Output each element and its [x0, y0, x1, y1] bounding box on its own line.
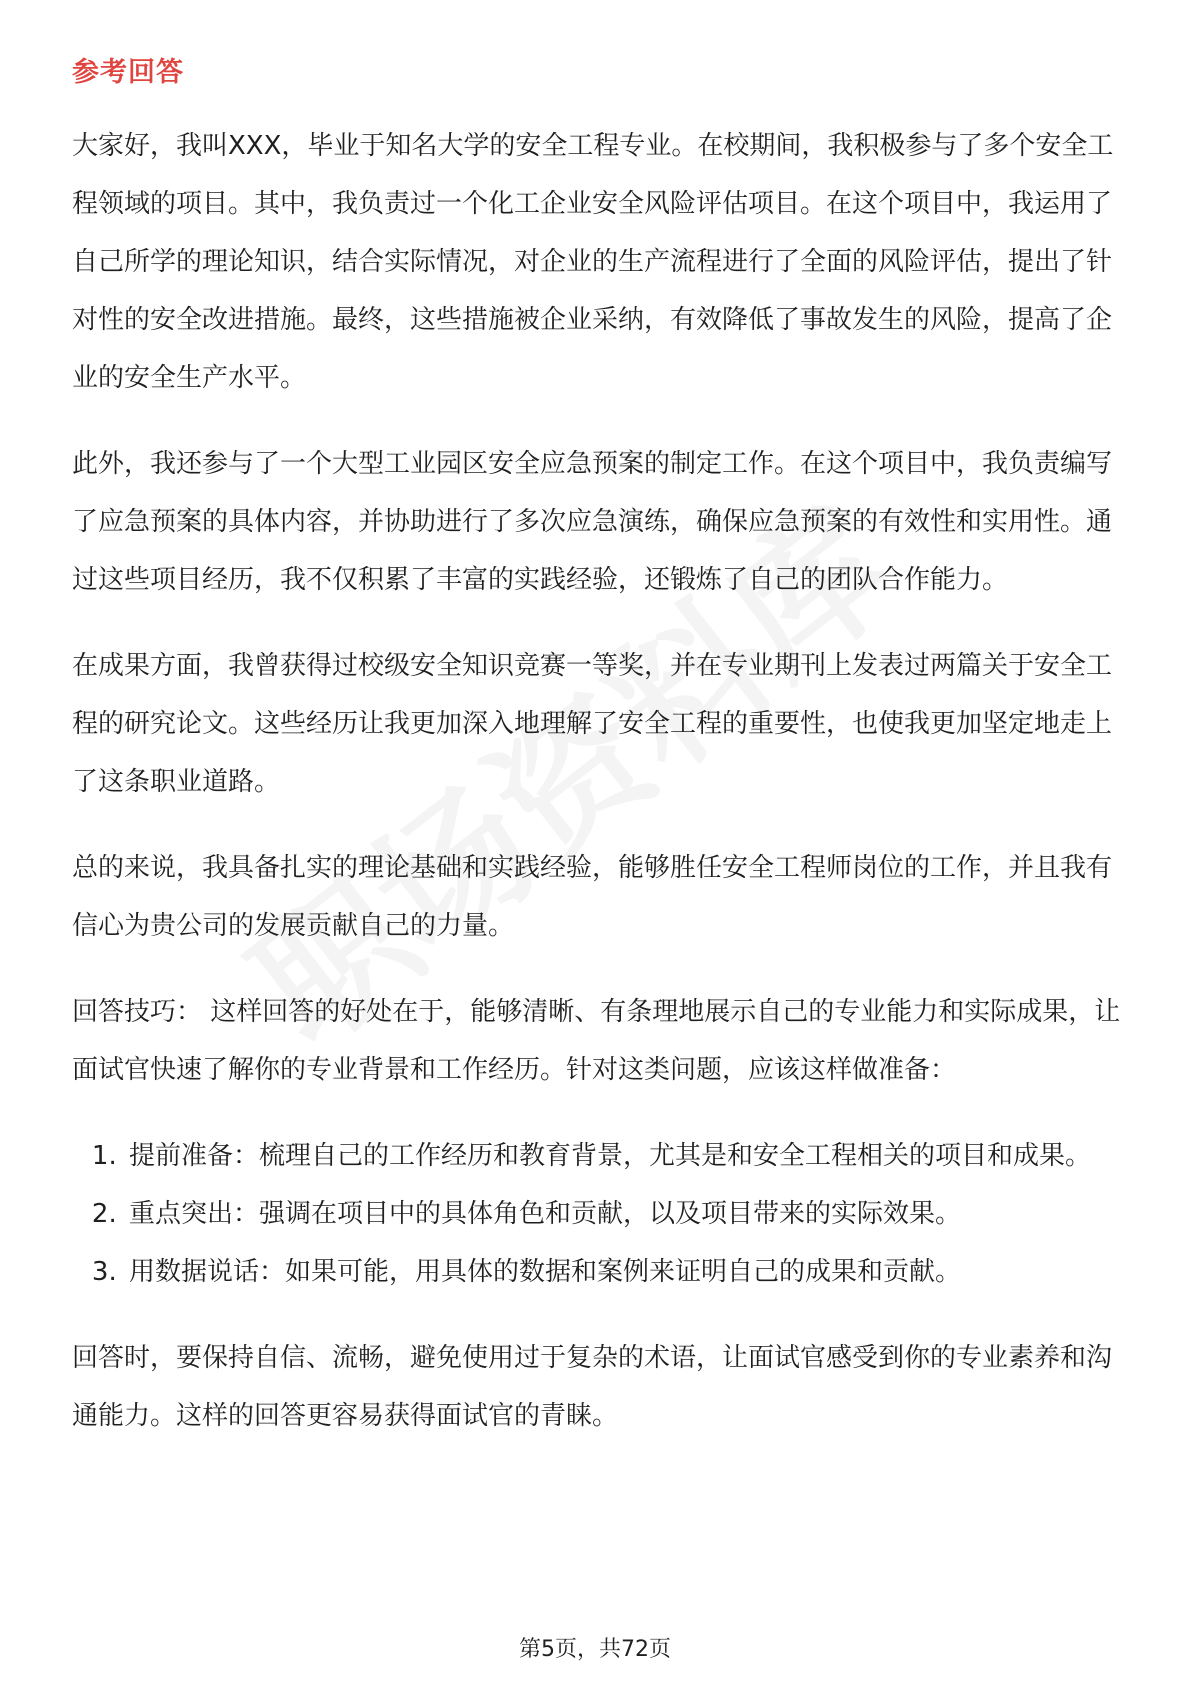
paragraph-achievements: 在成果方面，我曾获得过校级安全知识竞赛一等奖，并在专业期刊上发表过两篇关于安全工程的研究论文。这些经历让我更加深入地理解了安全工程的重要性，也使我更加坚定地走上了这条职业道路。	[72, 651, 1113, 797]
paragraph-tips-intro: 回答技巧： 这样回答的好处在于，能够清晰、有条理地展示自己的专业能力和实际成果，让面试官快速了解你的专业背景和工作经历。针对这类问题，应该这样做准备：	[72, 997, 1121, 1085]
tips-list	[72, 1127, 1124, 1301]
section-heading: 参考回答	[72, 57, 184, 88]
paragraph-closing: 回答时，要保持自信、流畅，避免使用过于复杂的术语，让面试官感受到你的专业素养和沟通能力。这样的回答更容易获得面试官的青睐。	[72, 1343, 1113, 1431]
paragraph-project: 此外，我还参与了一个大型工业园区安全应急预案的制定工作。在这个项目中，我负责编写了应急预案的具体内容，并协助进行了多次应急演练，确保应急预案的有效性和实用性。通过这些项目经历，我不仅积累了丰富的实践经验，还锻炼了自己的团队合作能力。	[72, 449, 1113, 595]
answer-body	[72, 117, 1124, 1473]
paragraph-intro: 大家好，我叫XXX，毕业于知名大学的安全工程专业。在校期间，我积极参与了多个安全工程领域的项目。其中，我负责过一个化工企业安全风险评估项目。在这个项目中，我运用了自己所学的理论知识，结合实际情况，对企业的生产流程进行了全面的风险评估，提出了针对性的安全改进措施。最终，这些措施被企业采纳，有效降低了事故发生的风险，提高了企业的安全生产水平。	[72, 131, 1114, 393]
tip-item: 2. 重点突出：强调在项目中的具体角色和贡献，以及项目带来的实际效果。	[125, 1185, 1124, 1243]
tip-item: 3. 用数据说话：如果可能，用具体的数据和案例来证明自己的成果和贡献。	[125, 1243, 1124, 1301]
paragraph-summary: 总的来说，我具备扎实的理论基础和实践经验，能够胜任安全工程师岗位的工作，并且我有信心为贵公司的发展贡献自己的力量。	[72, 853, 1113, 941]
tip-item: 1. 提前准备：梳理自己的工作经历和教育背景，尤其是和安全工程相关的项目和成果。	[125, 1127, 1124, 1185]
page-number: 第5页，共72页	[519, 1637, 671, 1662]
